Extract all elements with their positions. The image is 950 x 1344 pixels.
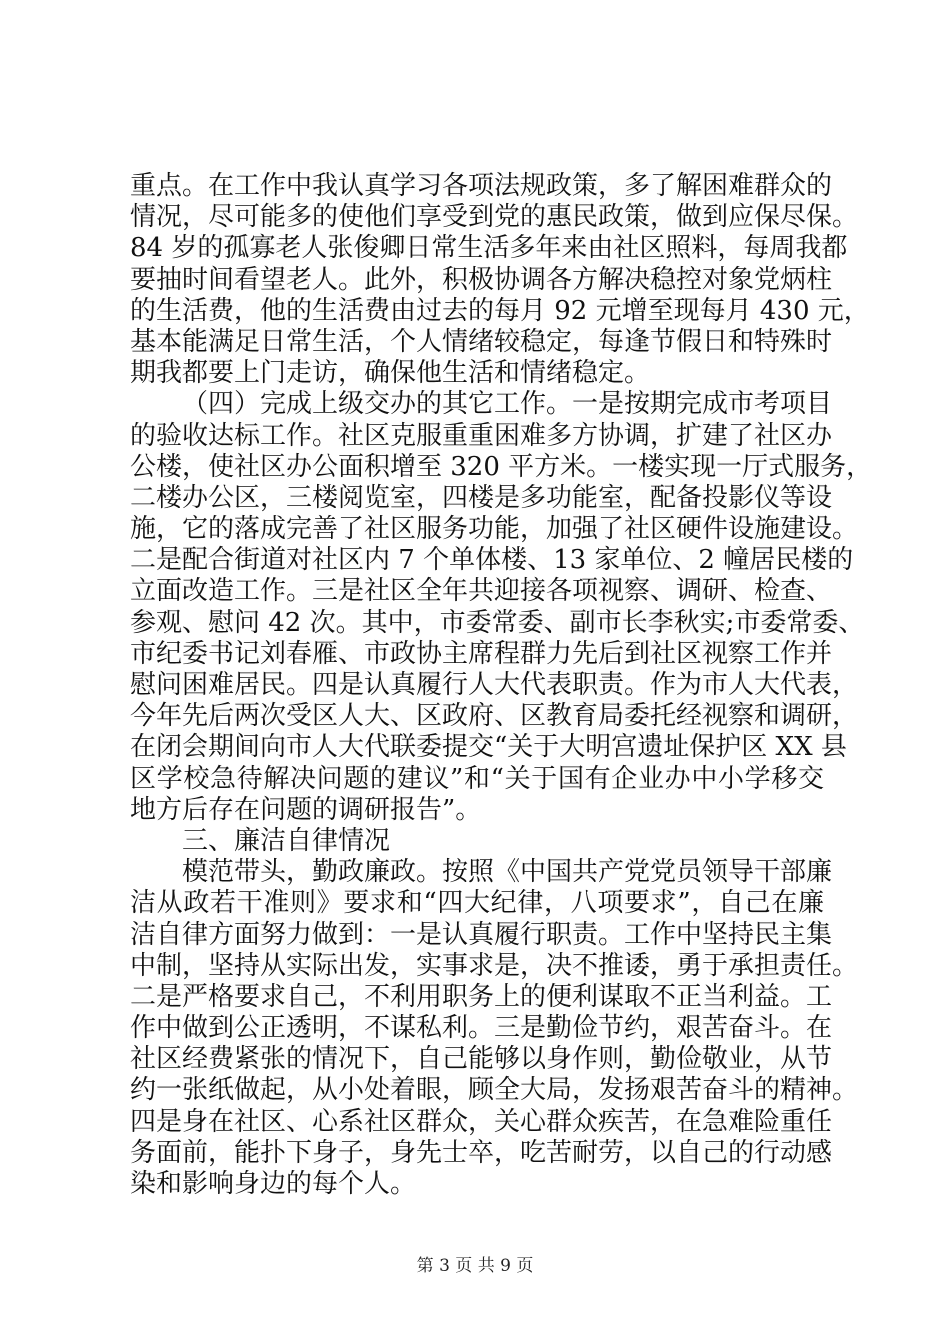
text-line: 慰问困难居民。四是认真履行人大代表职责。作为市人大代表， <box>130 670 859 700</box>
text-line: 的生活费，他的生活费由过去的每月 92 元增至现每月 430 元， <box>130 295 870 326</box>
text-line: 的验收达标工作。社区克服重重困难多方协调，扩建了社区办 <box>130 420 833 451</box>
text-line: 二是配合街道对社区内 7 个单体楼、13 家单位、2 幢居民楼的 <box>130 545 854 576</box>
text-line: 今年先后两次受区人大、区政府、区教育局委托经视察和调研， <box>130 701 859 732</box>
text-line: 模范带头，勤政廉政。按照《中国共产党党员领导干部廉 <box>182 857 833 888</box>
text-line: 要抽时间看望老人。此外，积极协调各方解决稳控对象党炳柱 <box>130 264 833 295</box>
text-line: 约一张纸做起，从小处着眼，顾全大局，发扬艰苦奋斗的精神。 <box>130 1075 859 1106</box>
text-line: 四是身在社区、心系社区群众，关心群众疾苦，在急难险重任 <box>130 1106 833 1137</box>
text-line: 在闭会期间向市人大代联委提交“关于大明宫遗址保护区 XX 县 <box>130 732 847 763</box>
text-line: 洁自律方面努力做到：一是认真履行职责。工作中坚持民主集 <box>130 919 833 950</box>
text-line: 区学校急待解决问题的建议”和“关于国有企业办中小学移交 <box>130 763 824 794</box>
text-line: 中制，坚持从实际出发，实事求是，决不推诿，勇于承担责任。 <box>130 950 859 981</box>
text-line: 二是严格要求自己，不利用职务上的便利谋取不正当利益。工 <box>130 981 833 1012</box>
text-line: 期我都要上门走访，确保他生活和情绪稳定。 <box>130 358 651 389</box>
text-line: 重点。在工作中我认真学习各项法规政策，多了解困难群众的 <box>130 171 833 201</box>
section-heading: 三、廉洁自律情况 <box>182 825 391 856</box>
document-body <box>130 171 873 1200</box>
page-number: 第 3 页 共 9 页 <box>416 1256 534 1276</box>
text-line: 作中做到公正透明，不谋私利。三是勤俭节约，艰苦奋斗。在 <box>130 1013 833 1044</box>
text-line: 染和影响身边的每个人。 <box>130 1169 417 1199</box>
text-line: 施，它的落成完善了社区服务功能，加强了社区硬件设施建设。 <box>130 514 859 545</box>
text-line: 基本能满足日常生活，个人情绪较稳定，每逢节假日和特殊时 <box>130 326 833 357</box>
text-line: 立面改造工作。三是社区全年共迎接各项视察、调研、检查、 <box>130 576 833 607</box>
text-line: 社区经费紧张的情况下，自己能够以身作则，勤俭敬业，从节 <box>130 1044 833 1075</box>
text-line: 二楼办公区，三楼阅览室，四楼是多功能室，配备投影仪等设 <box>130 482 833 513</box>
text-line: 务面前，能扑下身子，身先士卒，吃苦耐劳，以自己的行动感 <box>130 1137 833 1168</box>
page-footer <box>0 1251 950 1276</box>
text-line: 情况，尽可能多的使他们享受到党的惠民政策，做到应保尽保。 <box>130 202 859 233</box>
text-line: 参观、慰问 42 次。其中，市委常委、副市长李秋实;市委常委、 <box>130 607 865 638</box>
section-four-heading-line: （四）完成上级交办的其它工作。一是按期完成市考项目 <box>182 389 833 420</box>
text-line: 洁从政若干准则》要求和“四大纪律，八项要求”，自己在廉 <box>130 888 824 919</box>
text-line: 地方后存在问题的调研报告”。 <box>130 794 482 825</box>
text-line: 84 岁的孤寡老人张俊卿日常生活多年来由社区照料，每周我都 <box>130 233 848 264</box>
text-line: 市纪委书记刘春雁、市政协主席程群力先后到社区视察工作并 <box>130 638 833 669</box>
text-line: 公楼，使社区办公面积增至 320 平方米。一楼实现一厅式服务， <box>130 451 873 482</box>
